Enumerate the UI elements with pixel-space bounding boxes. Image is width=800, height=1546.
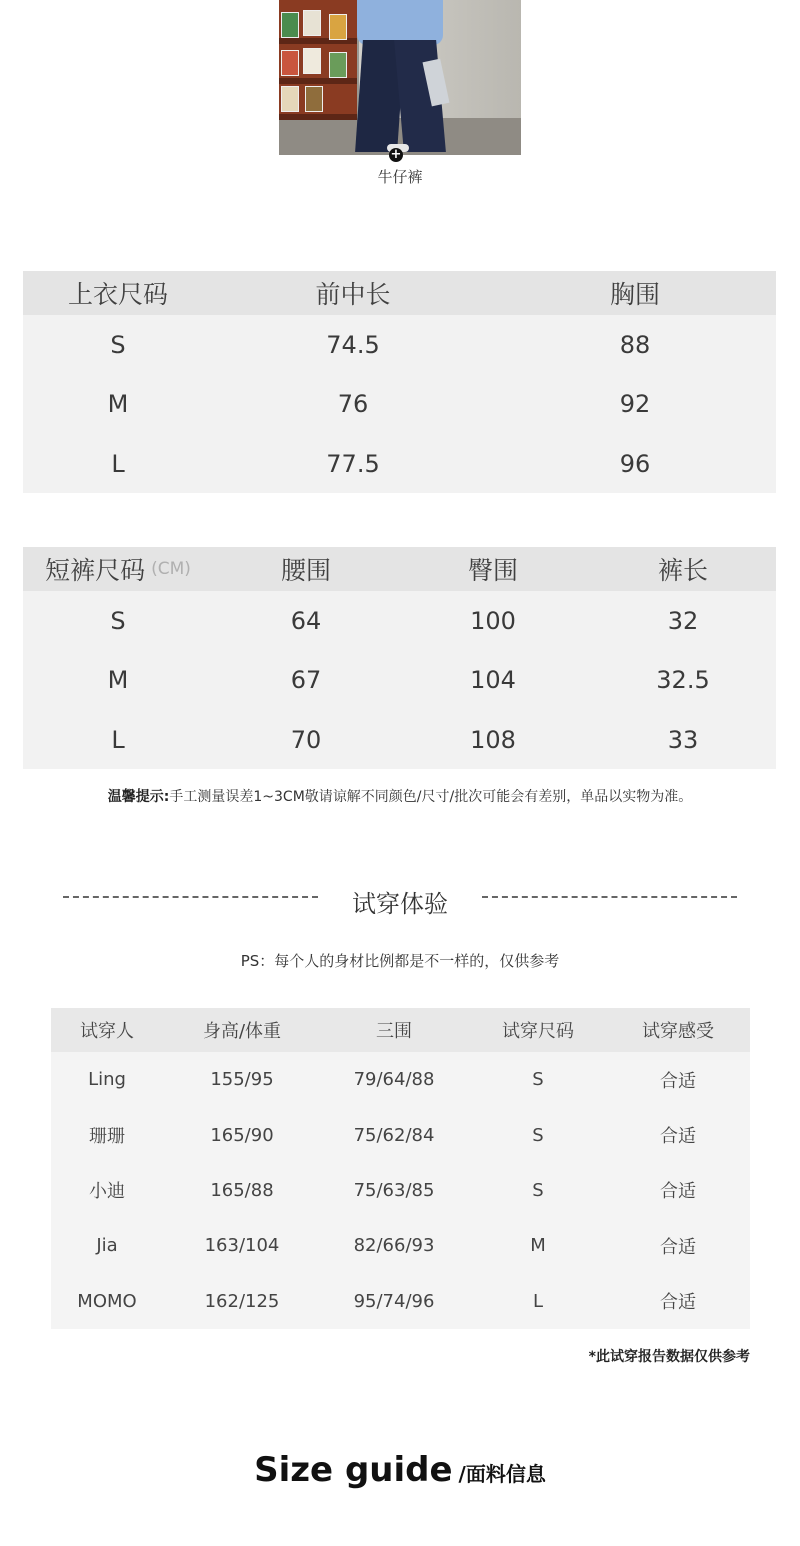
cell-front-length: 76 bbox=[337, 390, 369, 419]
cell-length: 32.5 bbox=[656, 666, 710, 695]
plus-icon[interactable]: + bbox=[390, 147, 402, 162]
header-hip: 臀围 bbox=[467, 556, 518, 585]
header-measurements: 三围 bbox=[376, 1021, 412, 1042]
header-length: 裤长 bbox=[657, 556, 708, 585]
cell-feeling: 合适 bbox=[660, 1181, 696, 1203]
cell-chest: 88 bbox=[619, 330, 651, 359]
header-feeling: 试穿感受 bbox=[642, 1021, 714, 1042]
cell-tryon-size: M bbox=[530, 1235, 546, 1257]
table-row bbox=[23, 710, 776, 770]
cell-size: L bbox=[111, 449, 125, 478]
table-row bbox=[51, 1052, 750, 1107]
cell-measurements: 75/63/85 bbox=[353, 1179, 435, 1201]
cell-hip: 100 bbox=[470, 606, 516, 635]
notice-text: 手工测量误差1~3CM敬请谅解不同颜色/尺寸/批次可能会有差别，单品以实物为准。 bbox=[169, 789, 693, 805]
cell-person: Ling bbox=[88, 1069, 126, 1091]
tryon-title: 试穿体验 bbox=[352, 890, 448, 918]
table-row bbox=[51, 1218, 750, 1273]
cell-waist: 70 bbox=[290, 725, 322, 754]
cell-measurements: 95/74/96 bbox=[353, 1290, 435, 1312]
cell-front-length: 74.5 bbox=[326, 330, 380, 359]
cell-height-weight: 165/90 bbox=[210, 1124, 274, 1146]
size-guide-heading bbox=[0, 1450, 800, 1490]
divider-right bbox=[482, 896, 737, 898]
table-row bbox=[51, 1163, 750, 1218]
tryon-footnote: *此试穿报告数据仅供参考 bbox=[588, 1349, 750, 1365]
cell-size: S bbox=[110, 606, 126, 635]
table-row bbox=[51, 1274, 750, 1329]
table-row bbox=[23, 375, 776, 435]
cell-person: 珊珊 bbox=[89, 1126, 125, 1148]
header-size: 上衣尺码 bbox=[67, 280, 168, 309]
tryon-ps-note: PS：每个人的身材比例都是不一样的，仅供参考 bbox=[240, 952, 560, 970]
cell-tryon-size: S bbox=[532, 1069, 544, 1091]
table-header bbox=[23, 547, 776, 591]
cell-length: 32 bbox=[667, 606, 699, 635]
product-photo bbox=[279, 0, 521, 155]
measurement-notice bbox=[0, 786, 800, 806]
cell-feeling: 合适 bbox=[660, 1236, 696, 1258]
cell-hip: 108 bbox=[470, 725, 516, 754]
cell-measurements: 82/66/93 bbox=[353, 1235, 435, 1257]
cell-size: M bbox=[107, 390, 129, 419]
cell-feeling: 合适 bbox=[660, 1070, 696, 1092]
header-size-label: 短裤尺码 bbox=[45, 556, 146, 585]
header-chest: 胸围 bbox=[609, 280, 660, 309]
tryon-table bbox=[51, 1008, 750, 1329]
cell-size: M bbox=[107, 666, 129, 695]
header-person: 试穿人 bbox=[80, 1021, 134, 1042]
table-header bbox=[51, 1008, 750, 1052]
header-front-length: 前中长 bbox=[315, 280, 391, 309]
cell-person: 小迪 bbox=[89, 1181, 125, 1203]
cell-person: MOMO bbox=[77, 1290, 137, 1312]
cell-tryon-size: L bbox=[532, 1290, 544, 1312]
cell-measurements: 79/64/88 bbox=[353, 1069, 435, 1091]
cell-height-weight: 165/88 bbox=[210, 1179, 274, 1201]
unit-label: (CM) bbox=[151, 559, 191, 579]
cell-height-weight: 155/95 bbox=[210, 1069, 274, 1091]
table-row bbox=[23, 315, 776, 375]
header-size bbox=[23, 547, 213, 591]
size-guide-title: Size guide bbox=[254, 1450, 453, 1490]
cell-tryon-size: S bbox=[532, 1124, 544, 1146]
cell-chest: 96 bbox=[619, 449, 651, 478]
header-height-weight: 身高/体重 bbox=[202, 1021, 282, 1042]
shorts-size-table bbox=[23, 547, 776, 769]
table-row bbox=[23, 434, 776, 494]
table-row bbox=[23, 651, 776, 711]
cell-feeling: 合适 bbox=[660, 1292, 696, 1314]
table-row bbox=[51, 1107, 750, 1162]
cell-waist: 64 bbox=[290, 606, 322, 635]
cell-height-weight: 162/125 bbox=[204, 1290, 280, 1312]
top-size-table bbox=[23, 271, 776, 493]
cell-size: L bbox=[111, 725, 125, 754]
header-waist: 腰围 bbox=[280, 556, 331, 585]
cell-tryon-size: S bbox=[532, 1179, 544, 1201]
cell-waist: 67 bbox=[290, 666, 322, 695]
cell-person: Jia bbox=[96, 1235, 118, 1257]
size-guide-subtitle: /面料信息 bbox=[458, 1462, 546, 1486]
table-header bbox=[23, 271, 776, 315]
cell-measurements: 75/62/84 bbox=[353, 1124, 435, 1146]
cell-hip: 104 bbox=[470, 666, 516, 695]
product-caption: 牛仔裤 bbox=[377, 168, 423, 186]
cell-chest: 92 bbox=[619, 390, 651, 419]
header-tryon-size: 试穿尺码 bbox=[502, 1021, 574, 1042]
cell-length: 33 bbox=[667, 725, 699, 754]
cell-size: S bbox=[110, 330, 126, 359]
cell-feeling: 合适 bbox=[660, 1126, 696, 1148]
cell-height-weight: 163/104 bbox=[204, 1235, 280, 1257]
notice-label: 温馨提示: bbox=[107, 789, 170, 805]
cell-front-length: 77.5 bbox=[326, 449, 380, 478]
table-row bbox=[23, 591, 776, 651]
divider-left bbox=[63, 896, 318, 898]
